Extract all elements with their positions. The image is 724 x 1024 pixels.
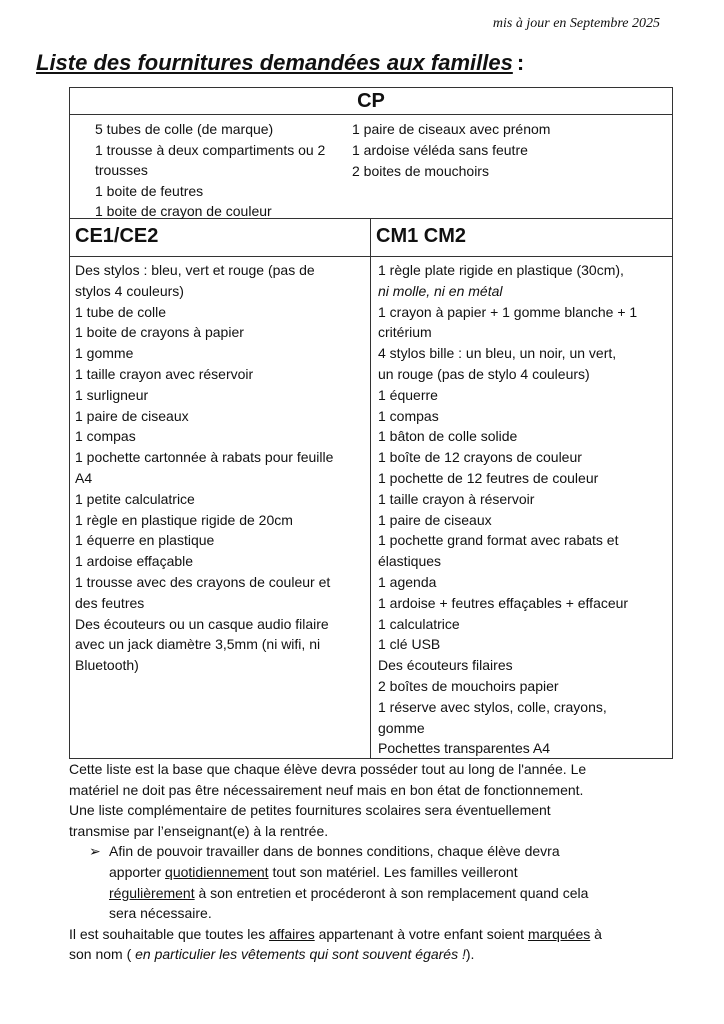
- bullet-line: [109, 862, 689, 883]
- list-item: 4 stylos bille : un bleu, un noir, un vert,: [378, 345, 617, 362]
- cp-column-2: [352, 119, 550, 218]
- bullet-note: [89, 841, 689, 923]
- underlined-word: régulièrement: [109, 884, 195, 901]
- text-span: tout son matériel. Les familles veilleront: [268, 863, 518, 880]
- list-item: 1 boite de crayons à papier: [75, 324, 244, 341]
- bullet-line: sera nécessaire.: [109, 905, 212, 922]
- bullet-text: [109, 841, 689, 923]
- underlined-word: marquées: [527, 925, 591, 942]
- footer-line: Cette liste est la base que chaque élève devra posséder tout au long de l'année. Le: [69, 761, 587, 777]
- list-item: 1 paire de ciseaux: [75, 407, 189, 424]
- list-item: stylos 4 couleurs): [75, 282, 184, 299]
- cp-column-1: [70, 119, 352, 218]
- list-item: A4: [75, 469, 93, 486]
- italic-span: en particulier les vêtements qui sont souvent égarés !: [135, 946, 466, 963]
- list-item: critérium: [378, 324, 432, 341]
- list-item: 1 agenda: [378, 573, 437, 590]
- ce-column: [70, 257, 371, 758]
- list-item: Des stylos : bleu, vert et rouge (pas de: [75, 262, 315, 278]
- list-item: 1 ardoise + feutres effaçables + effaceur: [378, 594, 629, 611]
- list-item: 1 ardoise effaçable: [75, 553, 194, 570]
- supplies-table: [69, 87, 673, 759]
- list-item: 1 tube de colle: [75, 303, 167, 320]
- list-item: 1 trousse avec des crayons de couleur et: [75, 573, 331, 590]
- list-item: 1 boite de feutres: [95, 182, 204, 199]
- footer-line: matériel ne doit pas être nécessairement neuf mais en bon état de fonctionnement.: [69, 781, 584, 798]
- list-item: 1 surligneur: [75, 386, 149, 403]
- page-title: [36, 50, 524, 76]
- text-span: ).: [465, 946, 475, 963]
- list-item: ni molle, ni en métal: [378, 282, 503, 299]
- list-item: 1 pochette grand format avec rabats et: [378, 532, 619, 549]
- list-item: 1 petite calculatrice: [75, 490, 195, 507]
- list-item: élastiques: [378, 553, 442, 570]
- list-item: 1 taille crayon avec réservoir: [75, 365, 254, 382]
- bullet-line: [109, 883, 689, 904]
- text-span: à: [590, 925, 602, 942]
- list-item: 1 pochette de 12 feutres de couleur: [378, 469, 599, 486]
- list-item: 1 boîte de 12 crayons de couleur: [378, 449, 582, 466]
- underlined-word: quotidiennement: [165, 863, 269, 880]
- underlined-word: affaires: [269, 925, 315, 942]
- list-item: Des écouteurs ou un casque audio filaire: [75, 615, 329, 632]
- cp-body-row: [70, 114, 672, 218]
- cm-column: [371, 257, 672, 758]
- list-item: 1 gomme: [75, 345, 134, 362]
- list-item: 1 règle plate rigide en plastique (30cm),: [378, 262, 624, 278]
- footer-line: transmise par l’enseignant(e) à la rentrée.: [69, 822, 329, 839]
- page-title-colon: :: [516, 50, 525, 75]
- list-item: 2 boîtes de mouchoirs papier: [378, 677, 559, 694]
- text-span: son nom (: [69, 946, 136, 963]
- level-body-row: [70, 256, 672, 758]
- list-item: 1 trousse à deux compartiments ou 2: [95, 141, 326, 158]
- list-item: Pochettes transparentes A4: [378, 740, 550, 757]
- text-span: appartenant à votre enfant soient: [314, 925, 528, 942]
- ce-heading: CE1/CE2: [70, 219, 371, 256]
- list-item: 1 paire de ciseaux: [378, 511, 492, 528]
- text-span: Il est souhaitable que toutes les: [69, 925, 270, 942]
- list-item: 1 réserve avec stylos, colle, crayons,: [378, 698, 607, 715]
- update-note: mis à jour en Septembre 2025: [492, 16, 660, 31]
- list-item: 1 taille crayon à réservoir: [378, 490, 535, 507]
- list-item: 1 ardoise véléda sans feutre: [352, 141, 528, 158]
- list-item: 1 compas: [75, 428, 136, 445]
- list-item: avec un jack diamètre 3,5mm (ni wifi, ni: [75, 636, 321, 653]
- arrow-bullet-icon: ➢: [89, 843, 101, 860]
- footer-notes: [69, 759, 689, 965]
- bullet-line: Afin de pouvoir travailler dans de bonnes conditions, chaque élève devra: [109, 843, 560, 860]
- list-item: 1 boite de crayon de couleur: [95, 203, 272, 220]
- text-span: à son entretien et procéderont à son remplacement quand cela: [194, 884, 589, 901]
- list-item: 1 équerre: [378, 386, 438, 403]
- list-item: gomme: [378, 719, 425, 736]
- footer-line: Une liste complémentaire de petites fournitures scolaires sera éventuellement: [69, 802, 551, 819]
- text-span: apporter: [109, 863, 166, 880]
- list-item: 5 tubes de colle (de marque): [95, 121, 274, 137]
- list-item: 1 équerre en plastique: [75, 532, 215, 549]
- list-item: 1 crayon à papier + 1 gomme blanche + 1: [378, 303, 638, 320]
- cp-header-row: [70, 88, 672, 114]
- list-item: 1 calculatrice: [378, 615, 460, 632]
- level-header-row: [70, 218, 672, 256]
- list-item: 2 boites de mouchoirs: [352, 162, 489, 179]
- list-item: 1 paire de ciseaux avec prénom: [352, 121, 551, 137]
- list-item: des feutres: [75, 594, 145, 611]
- footer-line: [69, 944, 689, 965]
- footer-line: [69, 924, 689, 945]
- list-item: Bluetooth): [75, 657, 139, 674]
- list-item: 1 pochette cartonnée à rabats pour feuille: [75, 449, 334, 466]
- list-item: 1 compas: [378, 407, 439, 424]
- list-item: Des écouteurs filaires: [378, 657, 513, 674]
- list-item: 1 clé USB: [378, 636, 441, 653]
- list-item: trousses: [95, 162, 148, 179]
- list-item: 1 bâton de colle solide: [378, 428, 518, 445]
- cp-heading: CP: [357, 89, 385, 112]
- cm-heading: CM1 CM2: [376, 225, 467, 247]
- page-title-text: Liste des fournitures demandées aux familles: [36, 50, 513, 75]
- list-item: 1 règle en plastique rigide de 20cm: [75, 511, 293, 528]
- list-item: un rouge (pas de stylo 4 couleurs): [378, 365, 590, 382]
